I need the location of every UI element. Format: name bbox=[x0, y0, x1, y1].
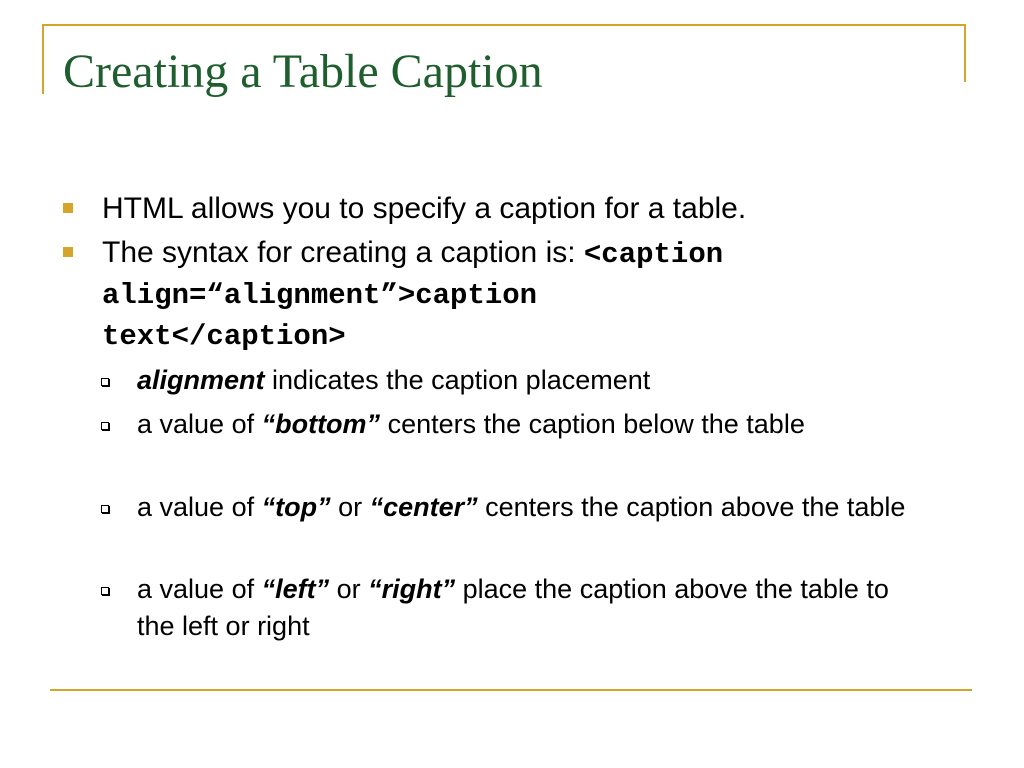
sub-bullet-text: indicates the caption placement bbox=[264, 365, 651, 395]
sub-bullet-text: centers the caption below the table bbox=[380, 409, 805, 439]
hollow-square-bullet-icon bbox=[101, 422, 109, 430]
sub-bullet-text: a value of bbox=[137, 492, 262, 522]
title-frame-right-rule bbox=[964, 24, 966, 82]
emphasis-text: “bottom” bbox=[261, 409, 381, 439]
bullet-item bbox=[102, 189, 922, 228]
sub-bullet-text: or bbox=[329, 574, 369, 604]
emphasis-text: “top” bbox=[261, 492, 331, 522]
hollow-square-bullet-icon bbox=[101, 378, 109, 386]
sub-bullet-text: or bbox=[330, 492, 370, 522]
code-snippet: align=“alignment”>caption bbox=[102, 279, 538, 312]
slide-title: Creating a Table Caption bbox=[63, 45, 543, 98]
bullet-text: The syntax for creating a caption is: bbox=[102, 236, 584, 269]
title-frame-left-rule bbox=[42, 24, 44, 94]
sub-bullet-item bbox=[137, 406, 927, 443]
code-snippet: text</caption> bbox=[102, 320, 346, 353]
sub-bullet-text: place the caption above the table to the left or right bbox=[137, 574, 889, 641]
sub-bullet-text: a value of bbox=[137, 574, 262, 604]
sub-bullet-item bbox=[137, 489, 927, 526]
square-bullet-icon bbox=[63, 247, 73, 257]
title-frame-top-rule bbox=[42, 24, 966, 26]
emphasis-text: “right” bbox=[368, 574, 456, 604]
sub-bullet-item bbox=[137, 571, 927, 645]
code-snippet: <caption bbox=[583, 238, 724, 271]
hollow-square-bullet-icon bbox=[101, 587, 109, 595]
bullet-text: HTML allows you to specify a caption for a table. bbox=[102, 192, 747, 225]
sub-bullet-item bbox=[137, 362, 927, 399]
emphasis-text: “center” bbox=[369, 492, 478, 522]
hollow-square-bullet-icon bbox=[101, 505, 109, 513]
sub-bullet-text: a value of bbox=[137, 409, 262, 439]
square-bullet-icon bbox=[63, 203, 73, 213]
sub-bullet-text: centers the caption above the table bbox=[477, 492, 906, 522]
bullet-item bbox=[102, 233, 922, 356]
footer-rule bbox=[50, 689, 972, 691]
emphasis-text: alignment bbox=[137, 365, 265, 395]
emphasis-text: “left” bbox=[261, 574, 330, 604]
